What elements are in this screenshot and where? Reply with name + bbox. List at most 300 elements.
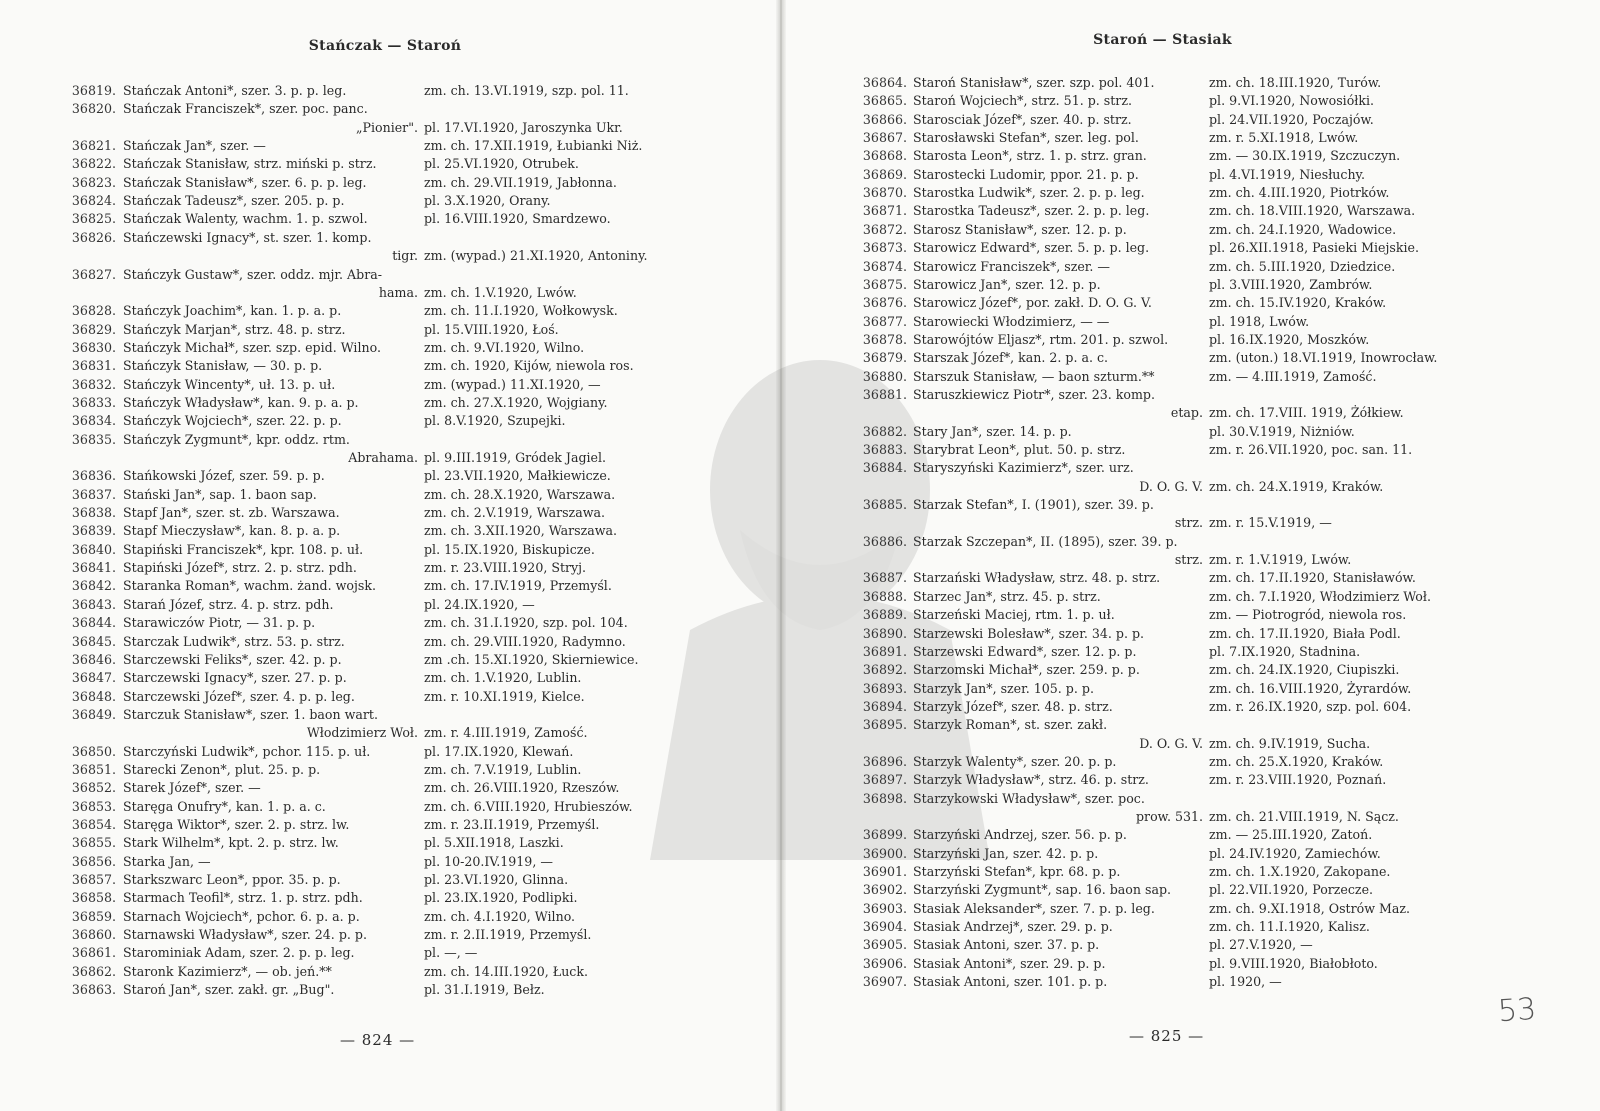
entry-death-record: zm. ch. 1920, Kijów, niewola ros.	[424, 358, 634, 374]
entry-name: Starszuk Stanisław, — baon szturm.**	[913, 368, 1155, 384]
entry-name: Stańczyk Władysław*, kan. 9. p. a. p.	[123, 394, 359, 410]
entry-continuation: etap.	[1170, 405, 1203, 421]
entry-line	[785, 294, 1585, 312]
entry-death-record: pl. 9.VIII.1920, Białobłoto.	[1209, 955, 1378, 971]
entry-death-record: zm. ch. 17.VIII. 1919, Żółkiew.	[1209, 405, 1404, 421]
entry-number: 36855.	[71, 835, 116, 851]
entry-continuation: D. O. G. V.	[1139, 735, 1203, 751]
entry-name: Stańczyk Marjan*, strz. 48. p. strz.	[123, 321, 346, 337]
entry-name: Staręga Onufry*, kan. 1. p. a. c.	[123, 798, 326, 814]
entry-line	[785, 147, 1585, 165]
entry-death-record: pl. 15.VIII.1920, Łoś.	[424, 321, 559, 337]
entry-number: 36835.	[71, 431, 116, 447]
entry-name: Starczewski Ignacy*, szer. 27. p. p.	[123, 670, 347, 686]
entry-death-record: zm. — 30.IX.1919, Szczuczyn.	[1209, 148, 1401, 164]
entry-death-record: pl. 24.IX.1920, —	[424, 596, 535, 612]
entry-number: 36906.	[862, 955, 907, 971]
entry-name: Starszak Józef*, kan. 2. p. a. c.	[913, 350, 1109, 366]
entry-name: Starowiecki Włodzimierz, — —	[913, 313, 1110, 329]
entry-line	[785, 955, 1585, 973]
entry-number: 36901.	[862, 864, 907, 880]
entry-death-record: zm. r. 26.VII.1920, poc. san. 11.	[1209, 442, 1413, 457]
entry-line	[785, 258, 1585, 276]
entry-name: Starostka Ludwik*, szer. 2. p. p. leg.	[913, 185, 1145, 201]
entry-name: Starzec Jan*, strz. 45. p. strz.	[913, 588, 1101, 604]
entry-number: 36876.	[862, 295, 907, 311]
entry-number: 36874.	[862, 258, 907, 274]
entry-number: 36907.	[862, 974, 907, 990]
entry-death-record: zm. r. 1.V.1919, Lwów.	[1209, 552, 1352, 568]
entry-line	[0, 853, 770, 871]
entry-number: 36897.	[862, 772, 907, 788]
entry-line	[0, 871, 770, 889]
entry-death-record: zm. ch. 29.VII.1919, Jabłonna.	[424, 174, 617, 190]
entry-line	[0, 504, 770, 522]
entry-death-record: zm. ch. 31.I.1920, szp. pol. 104.	[424, 615, 628, 631]
entry-line	[785, 349, 1585, 367]
entry-name: Starnawski Władysław*, szer. 24. p. p.	[123, 927, 367, 943]
entry-continuation: Abrahama.	[348, 450, 418, 465]
entry-death-record: zm. r. 23.II.1919, Przemyśl.	[424, 817, 600, 832]
entry-death-record: zm. ch. 9.IV.1919, Sucha.	[1209, 735, 1371, 751]
entry-line	[0, 798, 770, 816]
entry-name: Starzyński Zygmunt*, sap. 16. baon sap.	[913, 882, 1172, 898]
entry-number: 36861.	[71, 945, 116, 961]
entry-line	[785, 863, 1585, 881]
entry-name: Starzyk Walenty*, szer. 20. p. p.	[913, 753, 1117, 769]
entry-number: 36819.	[71, 83, 116, 98]
entry-name: Starzak Stefan*, I. (1901), szer. 39. p.	[913, 497, 1154, 513]
entry-name: Stary Jan*, szer. 14. p. p.	[913, 423, 1072, 439]
entry-name: Starzomski Michał*, szer. 259. p. p.	[913, 662, 1140, 678]
entry-name: Stańczyk Wincenty*, uł. 13. p. uł.	[123, 376, 336, 392]
entry-name: Starań Józef, strz. 4. p. strz. pdh.	[123, 596, 334, 612]
entry-number: 36899.	[862, 827, 907, 843]
entry-death-record: zm. ch. 1.V.1920, Lublin.	[424, 670, 582, 686]
entry-number: 36832.	[71, 376, 116, 392]
entry-death-record: zm. ch. 17.IV.1919, Przemyśl.	[424, 578, 612, 594]
entry-name: Stapf Mieczysław*, kan. 8. p. a. p.	[123, 523, 341, 539]
entry-line	[785, 881, 1585, 899]
entry-line	[785, 698, 1585, 716]
entry-line	[0, 522, 770, 540]
entry-line	[785, 625, 1585, 643]
entry-death-record: zm. — Piotrogród, niewola ros.	[1209, 607, 1407, 623]
entry-line	[785, 368, 1585, 386]
entry-death-record: zm. — 4.III.1919, Zamość.	[1209, 368, 1377, 384]
entry-name: Stańczak Franciszek*, szer. poc. panc.	[123, 101, 368, 117]
entry-death-record: zm. ch. 18.VIII.1920, Warszawa.	[1209, 203, 1416, 219]
entry-name: Starnach Wojciech*, pchor. 6. p. a. p.	[123, 908, 360, 924]
entry-name: Starzak Szczepan*, II. (1895), szer. 39. p.	[913, 533, 1178, 549]
entry-name: Stark Wilhelm*, kpt. 2. p. strz. lw.	[123, 835, 339, 851]
entry-number: 36898.	[862, 790, 907, 806]
entry-death-record: zm. ch. 17.XII.1919, Łubianki Niż.	[424, 138, 643, 154]
entry-continuation: strz.	[1174, 515, 1203, 531]
entry-name: Starawiczów Piotr, — 31. p. p.	[123, 615, 316, 631]
entry-number: 36864.	[862, 75, 907, 90]
entry-line	[785, 588, 1585, 606]
entry-number: 36893.	[862, 680, 907, 696]
entry-number: 36877.	[862, 313, 907, 329]
entry-line	[785, 845, 1585, 863]
entry-number: 36884.	[862, 460, 907, 476]
entry-death-record: zm. r. 23.VIII.1920, Poznań.	[1209, 772, 1387, 788]
entry-line	[0, 688, 770, 706]
entry-line	[0, 724, 770, 742]
entry-line	[785, 239, 1585, 257]
entry-number: 36894.	[862, 698, 907, 714]
entry-number: 36888.	[862, 588, 907, 604]
entry-name: Starzykowski Władysław*, szer. poc.	[913, 790, 1145, 806]
entry-number: 36904.	[862, 919, 907, 935]
entry-name: Starosz Stanisław*, szer. 12. p. p.	[913, 221, 1127, 237]
entry-death-record: zm. ch. 24.X.1919, Kraków.	[1209, 478, 1384, 494]
entry-line	[785, 129, 1585, 147]
entry-number: 36854.	[71, 817, 116, 832]
entry-name: Stapf Jan*, szer. st. zb. Warszawa.	[123, 505, 340, 521]
entry-number: 36891.	[862, 643, 907, 659]
entry-death-record: pl. 24.VII.1920, Poczajów.	[1209, 111, 1374, 127]
entry-line	[785, 661, 1585, 679]
entry-name: Staręga Wiktor*, szer. 2. p. strz. lw.	[123, 817, 350, 832]
entry-number: 36824.	[71, 193, 116, 209]
entry-line	[785, 808, 1585, 826]
entry-name: Stańczak Walenty, wachm. 1. p. szwol.	[123, 211, 368, 227]
entry-number: 36833.	[71, 394, 116, 410]
entry-line	[0, 449, 770, 467]
entry-death-record: pl. 17.IX.1920, Klewań.	[424, 743, 574, 759]
entry-line	[0, 119, 770, 137]
entry-death-record: pl. 23.VII.1920, Małkiewicze.	[424, 468, 611, 484]
entry-number: 36902.	[862, 882, 907, 898]
entry-death-record: pl. 25.VI.1920, Otrubek.	[424, 156, 579, 172]
entry-number: 36848.	[71, 688, 116, 704]
entry-line	[0, 614, 770, 632]
entry-number: 36843.	[71, 596, 116, 612]
entry-death-record: zm. r. 4.III.1919, Zamość.	[424, 725, 588, 741]
entry-name: Starczyński Ludwik*, pchor. 115. p. uł.	[123, 743, 371, 759]
entry-death-record: zm. ch. 7.V.1919, Lublin.	[424, 761, 582, 777]
entry-death-record: pl. 24.IV.1920, Zamiechów.	[1209, 845, 1381, 861]
entry-name: Starosta Leon*, strz. 1. p. strz. gran.	[913, 148, 1147, 164]
entry-line	[0, 394, 770, 412]
entry-line	[785, 331, 1585, 349]
entry-line	[0, 779, 770, 797]
entry-death-record: zm. r. 10.XI.1919, Kielce.	[424, 688, 585, 704]
entry-death-record: pl. 1920, —	[1209, 974, 1282, 990]
entry-death-record: pl. 17.VI.1920, Jaroszynka Ukr.	[424, 119, 623, 135]
entry-name: Stasiak Aleksander*, szer. 7. p. p. leg.	[913, 900, 1155, 916]
entry-number: 36905.	[862, 937, 907, 953]
entry-number: 36831.	[71, 358, 116, 374]
entry-line	[0, 541, 770, 559]
entry-number: 36863.	[71, 982, 116, 998]
entry-death-record: pl. 7.IX.1920, Stadnina.	[1209, 643, 1361, 659]
entry-number: 36856.	[71, 853, 116, 869]
entry-number: 36857.	[71, 872, 116, 888]
entry-name: Starybrat Leon*, plut. 50. p. strz.	[913, 442, 1126, 457]
entry-line	[785, 826, 1585, 844]
entry-name: Starzyk Władysław*, strz. 46. p. strz.	[913, 772, 1149, 788]
entry-name: Starowicz Edward*, szer. 5. p. p. leg.	[913, 240, 1150, 256]
entry-name: Stańczak Antoni*, szer. 3. p. p. leg.	[123, 83, 347, 98]
entry-number: 36865.	[862, 93, 907, 109]
entry-line	[0, 192, 770, 210]
entry-line	[785, 533, 1585, 551]
entry-name: Starczak Ludwik*, strz. 53. p. strz.	[123, 633, 345, 649]
handwritten-note: 53	[1496, 991, 1538, 1030]
entry-number: 36875.	[862, 276, 907, 292]
entry-number: 36827.	[71, 266, 116, 282]
entry-name: Starmach Teofil*, strz. 1. p. strz. pdh.	[123, 890, 363, 906]
entry-number: 36853.	[71, 798, 116, 814]
entry-line	[0, 596, 770, 614]
entry-line	[0, 669, 770, 687]
entry-death-record: zm. ch. 26.VIII.1920, Rzeszów.	[424, 780, 620, 796]
entry-name: Stapiński Józef*, strz. 2. p. strz. pdh.	[123, 560, 357, 576]
entry-death-record: zm. ch. 3.XII.1920, Warszawa.	[424, 523, 618, 539]
entry-name: Starowójtów Eljasz*, rtm. 201. p. szwol.	[913, 331, 1169, 347]
entry-death-record: pl. 3.VIII.1920, Zambrów.	[1209, 276, 1373, 292]
entry-name: Stańczak Jan*, szer. —	[123, 138, 266, 154]
entry-number: 36822.	[71, 156, 116, 172]
entry-death-record: pl. 22.VII.1920, Porzecze.	[1209, 882, 1374, 898]
entry-name: Staroń Jan*, szer. zakł. gr. „Bug".	[123, 982, 335, 998]
entry-name: Staranka Roman*, wachm. żand. wojsk.	[123, 578, 376, 594]
entry-number: 36882.	[862, 423, 907, 439]
entry-death-record: zm. r. 23.VIII.1920, Stryj.	[424, 560, 587, 576]
entry-line	[0, 908, 770, 926]
entry-line	[785, 74, 1585, 92]
entry-line	[0, 834, 770, 852]
entry-death-record: zm. ch. 11.I.1920, Wołkowysk.	[424, 303, 618, 319]
entry-line	[0, 761, 770, 779]
entry-name: Stańczewski Ignacy*, st. szer. 1. komp.	[123, 229, 372, 245]
entry-number: 36845.	[71, 633, 116, 649]
entry-line	[785, 276, 1585, 294]
entry-line	[785, 514, 1585, 532]
entry-death-record: pl. 10-20.IV.1919, —	[424, 853, 553, 869]
entry-name: Stańczyk Joachim*, kan. 1. p. a. p.	[123, 303, 342, 319]
entry-line	[0, 284, 770, 302]
entry-line	[785, 936, 1585, 954]
entry-number: 36870.	[862, 185, 907, 201]
entry-name: Starzyński Jan, szer. 42. p. p.	[913, 845, 1099, 861]
entry-name: Staronk Kazimierz*, — ob. jeń.**	[123, 963, 332, 979]
entry-name: Staroń Wojciech*, strz. 51. p. strz.	[913, 93, 1132, 109]
entry-death-record: zm. ch. 17.II.1920, Biała Podl.	[1209, 625, 1401, 641]
entry-number: 36828.	[71, 303, 116, 319]
entry-line	[785, 221, 1585, 239]
entry-number: 36866.	[862, 111, 907, 127]
entry-death-record: zm .ch. 15.XI.1920, Skierniewice.	[424, 651, 639, 667]
entry-line	[785, 441, 1585, 459]
entry-number: 36847.	[71, 670, 116, 686]
entry-number: 36860.	[71, 927, 116, 943]
entry-line	[0, 467, 770, 485]
entry-death-record: zm. r. 15.V.1919, —	[1209, 515, 1332, 531]
entry-death-record: pl. 5.XII.1918, Laszki.	[424, 835, 564, 851]
entry-number: 36871.	[862, 203, 907, 219]
entry-line	[785, 166, 1585, 184]
entry-number: 36825.	[71, 211, 116, 227]
entry-continuation: prow. 531.	[1136, 809, 1203, 824]
entry-number: 36872.	[862, 221, 907, 237]
entry-line	[0, 981, 770, 999]
entry-line	[785, 184, 1585, 202]
entry-name: Starominiak Adam, szer. 2. p. p. leg.	[123, 945, 355, 961]
entry-line	[0, 155, 770, 173]
entry-death-record: pl. 26.XII.1918, Pasieki Miejskie.	[1209, 240, 1419, 256]
entry-line	[785, 111, 1585, 129]
entry-death-record: zm. ch. 27.X.1920, Wojgiany.	[424, 394, 608, 410]
entry-name: Stańczyk Stanisław, — 30. p. p.	[123, 358, 323, 374]
entry-death-record: zm. ch. 6.VIII.1920, Hrubieszów.	[424, 798, 633, 814]
entry-line	[0, 247, 770, 265]
entry-line	[785, 771, 1585, 789]
entry-line	[0, 926, 770, 944]
entry-name: Stasiak Antoni, szer. 101. p. p.	[913, 974, 1108, 990]
entry-name: Stańczak Stanisław, strz. miński p. strz.	[123, 156, 377, 172]
entry-death-record: zm. ch. 24.IX.1920, Ciupiszki.	[1209, 662, 1400, 678]
entry-name: Starek Józef*, szer. —	[123, 780, 261, 796]
entry-name: Starowicz Franciszek*, szer. —	[913, 258, 1111, 274]
entry-number: 36903.	[862, 900, 907, 916]
entry-number: 36892.	[862, 662, 907, 678]
entry-line	[785, 735, 1585, 753]
entry-number: 36838.	[71, 505, 116, 521]
entry-line	[0, 431, 770, 449]
entry-line	[785, 918, 1585, 936]
entry-death-record: zm. r. 5.XI.1918, Lwów.	[1209, 130, 1359, 146]
entry-number: 36900.	[862, 845, 907, 861]
entry-number: 36895.	[862, 717, 907, 733]
entry-death-record: zm. ch. 15.IV.1920, Kraków.	[1209, 295, 1387, 311]
entry-death-record: pl. 1918, Lwów.	[1209, 313, 1310, 329]
entry-line	[785, 313, 1585, 331]
entry-line	[785, 716, 1585, 734]
entry-number: 36873.	[862, 240, 907, 256]
entry-number: 36890.	[862, 625, 907, 641]
entry-name: Starzyk Jan*, szer. 105. p. p.	[913, 680, 1094, 696]
entry-name: Starzeński Maciej, rtm. 1. p. uł.	[913, 607, 1115, 623]
entry-line	[0, 889, 770, 907]
entry-line	[0, 633, 770, 651]
entry-death-record: zm. (wypad.) 11.XI.1920, —	[424, 376, 601, 392]
entry-number: 36834.	[71, 413, 116, 429]
entry-death-record: zm. ch. 1.V.1920, Lwów.	[424, 284, 577, 300]
entry-number: 36840.	[71, 541, 116, 557]
entry-death-record: zm. ch. 29.VIII.1920, Radymno.	[424, 633, 626, 649]
entry-name: Stańkowski Józef, szer. 59. p. p.	[123, 468, 325, 484]
entry-name: Starzewski Edward*, szer. 12. p. p.	[913, 643, 1137, 659]
entry-line	[0, 743, 770, 761]
entry-line	[0, 486, 770, 504]
entry-name: Stańczyk Wojciech*, szer. 22. p. p.	[123, 413, 342, 429]
entry-number: 36823.	[71, 174, 116, 190]
entry-death-record: pl. 15.IX.1920, Biskupicze.	[424, 541, 595, 557]
entry-name: Stasiak Andrzej*, szer. 29. p. p.	[913, 919, 1113, 935]
entry-line	[0, 210, 770, 228]
entry-death-record: zm. (uton.) 18.VI.1919, Inowrocław.	[1209, 350, 1438, 366]
entry-number: 36889.	[862, 607, 907, 623]
entry-name: Staroń Stanisław*, szer. szp. pol. 401.	[913, 75, 1155, 90]
entry-number: 36826.	[71, 229, 116, 245]
entry-line	[785, 386, 1585, 404]
entry-name: Staruszkiewicz Piotr*, szer. 23. komp.	[913, 386, 1155, 402]
entry-continuation: „Pionier".	[355, 119, 418, 135]
entry-line	[0, 376, 770, 394]
entry-death-record: pl. 16.VIII.1920, Smardzewo.	[424, 211, 611, 227]
entry-line	[0, 321, 770, 339]
entry-number: 36885.	[862, 497, 907, 513]
entry-death-record: zm. ch. 9.VI.1920, Wilno.	[424, 339, 585, 355]
entry-name: Stasiak Antoni*, szer. 29. p. p.	[913, 955, 1106, 971]
entry-death-record: zm. ch. 21.VIII.1919, N. Sącz.	[1209, 809, 1399, 824]
entry-line	[0, 706, 770, 724]
entry-continuation: D. O. G. V.	[1139, 478, 1203, 494]
entry-name: Starkszwarc Leon*, ppor. 35. p. p.	[123, 872, 341, 888]
entry-death-record: pl. 16.IX.1920, Moszków.	[1209, 331, 1370, 347]
entry-line	[0, 963, 770, 981]
entry-death-record: pl. 31.I.1919, Bełz.	[424, 982, 545, 998]
entry-number: 36837.	[71, 486, 116, 502]
entry-name: Starowicz Jan*, szer. 12. p. p.	[913, 276, 1101, 292]
entry-line	[785, 753, 1585, 771]
entry-name: Starzyński Stefan*, kpr. 68. p. p.	[913, 864, 1121, 880]
entry-name: Starzewski Bolesław*, szer. 34. p. p.	[913, 625, 1145, 641]
entry-line	[785, 606, 1585, 624]
entry-death-record: zm. ch. 2.V.1919, Warszawa.	[424, 505, 605, 521]
entry-number: 36867.	[862, 130, 907, 146]
entry-death-record: pl. 30.V.1919, Niżniów.	[1209, 423, 1355, 439]
entry-name: Starostka Tadeusz*, szer. 2. p. p. leg.	[913, 203, 1150, 219]
entry-death-record: pl. 9.VI.1920, Nowosiółki.	[1209, 93, 1375, 109]
entry-death-record: zm. ch. 11.I.1920, Kalisz.	[1209, 919, 1370, 935]
entry-number: 36868.	[862, 148, 907, 164]
entry-death-record: zm. ch. 7.I.1920, Włodzimierz Woł.	[1209, 588, 1431, 604]
entry-death-record: pl. —, —	[424, 945, 478, 961]
entry-death-record: zm. ch. 18.III.1920, Turów.	[1209, 75, 1382, 90]
entry-line	[785, 680, 1585, 698]
entry-line	[785, 478, 1585, 496]
entry-continuation: Włodzimierz Woł.	[306, 725, 418, 741]
entry-number: 36830.	[71, 339, 116, 355]
entry-number: 36846.	[71, 651, 116, 667]
left-page	[0, 0, 780, 1111]
entry-number: 36821.	[71, 138, 116, 154]
entry-death-record: zm. — 25.III.1920, Zatoń.	[1209, 827, 1373, 843]
entry-line	[0, 82, 770, 100]
entry-line	[0, 339, 770, 357]
entry-line	[785, 496, 1585, 514]
entry-number: 36881.	[862, 386, 907, 402]
entry-number: 36883.	[862, 442, 907, 457]
entry-continuation: hama.	[378, 284, 418, 300]
entry-number: 36896.	[862, 753, 907, 769]
entry-name: Starzyk Roman*, st. szer. zakł.	[913, 717, 1108, 733]
entry-death-record: pl. 8.V.1920, Szupejki.	[424, 413, 566, 429]
entry-line	[0, 266, 770, 284]
entry-line	[0, 302, 770, 320]
entry-line	[785, 973, 1585, 991]
entry-name: Starostecki Ludomir, ppor. 21. p. p.	[913, 166, 1139, 182]
entry-death-record: pl. 4.VI.1919, Niesłuchy.	[1209, 166, 1366, 182]
entry-line	[0, 651, 770, 669]
entry-line	[0, 944, 770, 962]
entry-name: Starowicz Józef*, por. zakł. D. O. G. V.	[913, 295, 1152, 311]
